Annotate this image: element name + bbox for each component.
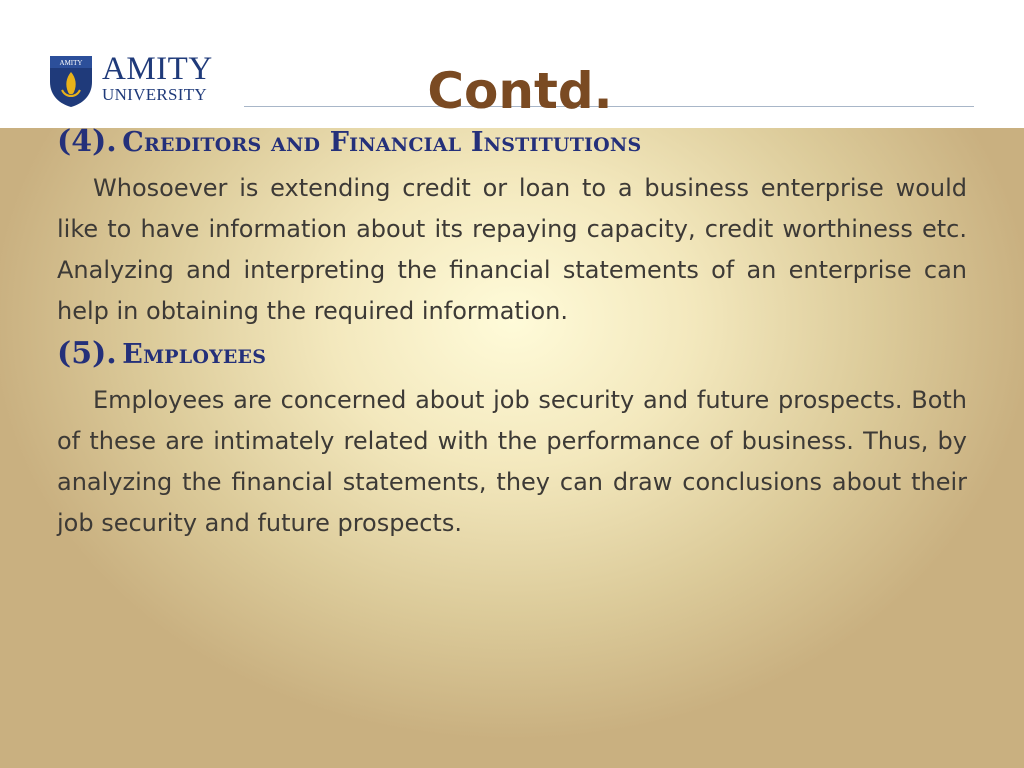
section-title: Employees (122, 339, 267, 370)
section-body: Whosoever is extending credit or loan to a business enterprise would like to have information about its repaying capacity, credit worthiness etc. Analyzing and interpreting the financial statements of an enterprise can help in obtaining the required information. (57, 174, 967, 325)
section-body: Employees are concerned about job security and future prospects. Both of these are intimately related with the performance of business. Thus, by analyzing the financial statements, they can draw conclusions about their job security and future prospects. (57, 386, 967, 537)
section-number: (4). (57, 124, 117, 159)
logo-name: AMITY (102, 51, 213, 87)
shield-crest-icon (48, 52, 94, 108)
logo-wordmark (102, 52, 213, 103)
logo-subtitle: UNIVERSITY (102, 85, 207, 104)
amity-university-logo (48, 52, 228, 108)
section-title: Creditors and Financial Institutions (122, 127, 642, 158)
section-number: (5). (57, 336, 117, 371)
slide-content (57, 120, 967, 544)
section-heading (57, 120, 967, 168)
crest-text: AMITY (59, 59, 83, 67)
section-heading (57, 332, 967, 380)
slide-title: Contd. (427, 62, 613, 120)
